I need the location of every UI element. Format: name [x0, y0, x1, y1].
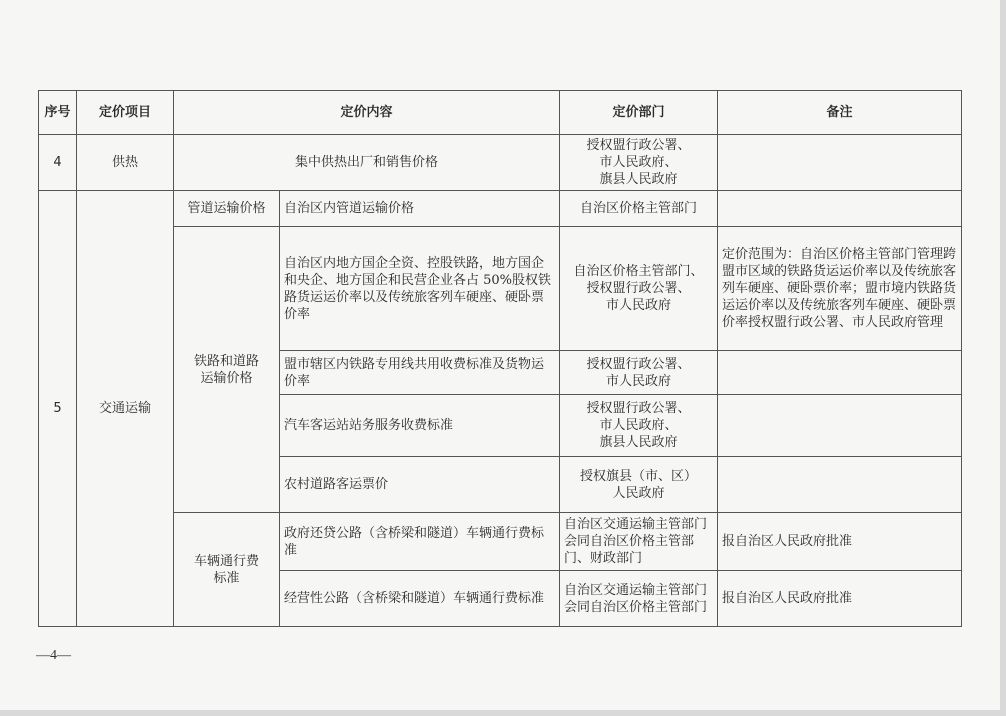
row-content: 集中供热出厂和销售价格 — [174, 135, 560, 191]
row-no: 4 — [39, 135, 77, 191]
header-no: 序号 — [39, 91, 77, 135]
row-content: 自治区内管道运输价格 — [280, 191, 560, 227]
row-dept: 授权旗县（市、区） 人民政府 — [560, 457, 718, 513]
table-row — [39, 513, 962, 571]
header-dept: 定价部门 — [560, 91, 718, 135]
table-row — [39, 135, 962, 191]
table-row — [39, 191, 962, 227]
row-content: 农村道路客运票价 — [280, 457, 560, 513]
row-dept: 授权盟行政公署、 市人民政府、 旗县人民政府 — [560, 395, 718, 457]
row-dept: 自治区价格主管部门、 授权盟行政公署、 市人民政府 — [560, 227, 718, 351]
row-content: 政府还贷公路（含桥梁和隧道）车辆通行费标准 — [280, 513, 560, 571]
header-row — [39, 91, 962, 135]
row-subitem: 铁路和道路 运输价格 — [174, 227, 280, 513]
pricing-table — [38, 90, 962, 627]
row-subitem: 管道运输价格 — [174, 191, 280, 227]
page-edge-shadow — [0, 710, 1006, 716]
row-remark — [718, 395, 962, 457]
row-dept: 授权盟行政公署、 市人民政府 — [560, 351, 718, 395]
row-item: 交通运输 — [77, 191, 174, 627]
table-row — [39, 227, 962, 351]
header-item: 定价项目 — [77, 91, 174, 135]
row-dept: 自治区交通运输主管部门会同自治区价格主管部门 — [560, 571, 718, 627]
row-item: 供热 — [77, 135, 174, 191]
header-remark: 备注 — [718, 91, 962, 135]
header-content: 定价内容 — [174, 91, 560, 135]
row-remark — [718, 135, 962, 191]
row-no: 5 — [39, 191, 77, 627]
row-dept: 自治区交通运输主管部门会同自治区价格主管部门、财政部门 — [560, 513, 718, 571]
row-content: 自治区内地方国企全资、控股铁路，地方国企和央企、地方国企和民营企业各占 50%股权铁路货运运价率以及传统旅客列车硬座、硬卧票价率 — [280, 227, 560, 351]
page-number: —4— — [36, 648, 71, 663]
row-remark: 报自治区人民政府批准 — [718, 571, 962, 627]
row-remark — [718, 457, 962, 513]
row-subitem: 车辆通行费 标准 — [174, 513, 280, 627]
row-content: 经营性公路（含桥梁和隧道）车辆通行费标准 — [280, 571, 560, 627]
row-dept: 自治区价格主管部门 — [560, 191, 718, 227]
row-content: 汽车客运站站务服务收费标准 — [280, 395, 560, 457]
row-dept: 授权盟行政公署、 市人民政府、 旗县人民政府 — [560, 135, 718, 191]
row-remark — [718, 351, 962, 395]
row-content: 盟市辖区内铁路专用线共用收费标准及货物运价率 — [280, 351, 560, 395]
page-edge-shadow — [1000, 0, 1006, 716]
row-remark: 定价范围为：自治区价格主管部门管理跨盟市区域的铁路货运运价率以及传统旅客列车硬座、硬卧票价率；盟市境内铁路货运运价率以及传统旅客列车硬座、硬卧票价率授权盟行政公署、市人民政府管理 — [718, 227, 962, 351]
row-remark — [718, 191, 962, 227]
row-remark: 报自治区人民政府批准 — [718, 513, 962, 571]
